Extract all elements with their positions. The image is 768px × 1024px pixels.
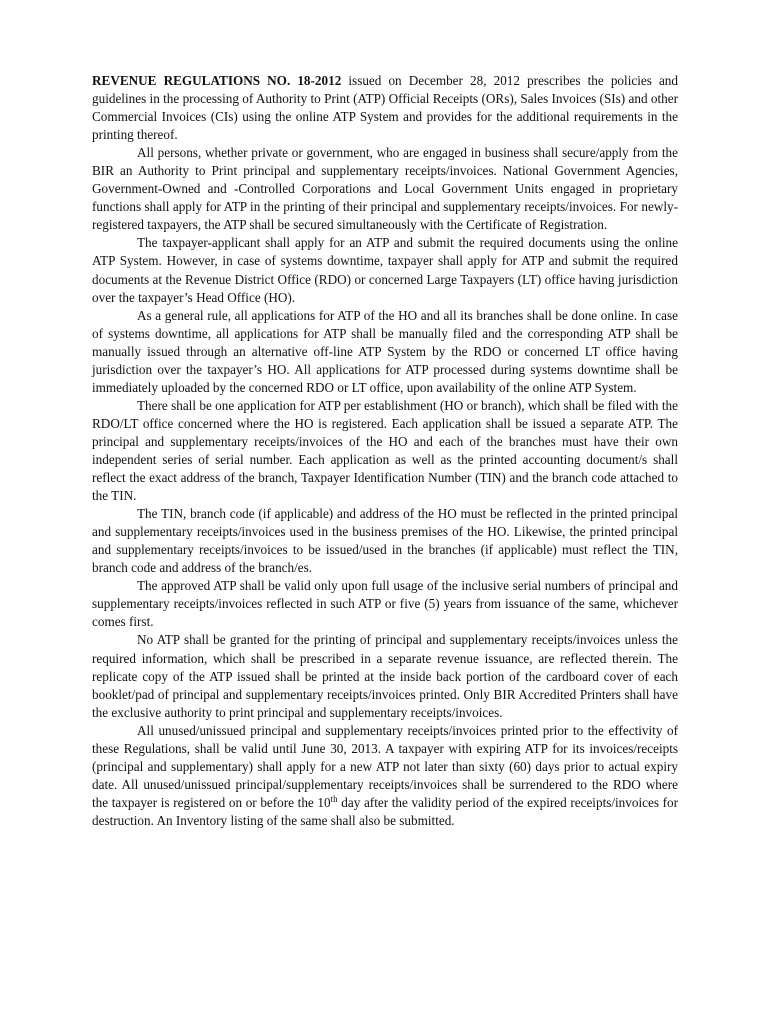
- paragraph-online-application: The taxpayer-applicant shall apply for an ATP and submit the required documents using the online ATP System. However, in case of systems downtime, taxpayer shall apply for ATP and submit the required documents at the Revenue District Office (RDO) or concerned Large Taxpayers (LT) office having jurisdiction over the taxpayer’s Head Office (HO).: [92, 235, 678, 305]
- document-page: [92, 72, 678, 830]
- paragraph-one-application-per-establishment: There shall be one application for ATP per establishment (HO or branch), which shall be filed with the RDO/LT office concerned where the HO is registered. Each application shall be issued a separate ATP. The principal and supplementary receipts/invoices of the HO and each of the branches must have their own independent series of serial number. Each application as well as the printed accounting document/s shall reflect the exact address of the branch, Taxpayer Identification Number (TIN) and the branch code attached to the TIN.: [92, 397, 678, 504]
- intro-paragraph: [92, 72, 678, 144]
- paragraph-required-information: No ATP shall be granted for the printing of principal and supplementary receipts/invoices unless the required information, which shall be prescribed in a separate revenue issuance, are reflected therein. The replicate copy of the ATP issued shall be printed at the inside back portion of the cardboard cover of each booklet/pad of principal and supplementary receipts/invoices printed. Only BIR Accredited Printers shall have the exclusive authority to print principal and supplementary receipts/invoices.: [92, 632, 678, 720]
- regulation-title: REVENUE REGULATIONS NO. 18-2012: [92, 73, 342, 88]
- paragraph-who-shall-apply: All persons, whether private or government, who are engaged in business shall secure/apply from the BIR an Authority to Print principal and supplementary receipts/invoices. National Government Agencies, Government-Owned and -Controlled Corporations and Local Government Units engaged in proprietary functions shall apply for ATP in the printing of their principal and supplementary receipts/invoices. For newly-registered taxpayers, the ATP shall be secured simultaneously with the Certificate of Registration.: [92, 145, 678, 233]
- paragraph-atp-validity: The approved ATP shall be valid only upon full usage of the inclusive serial numbers of principal and supplementary receipts/invoices reflected in such ATP or five (5) years from issuance of the same, whichever comes first.: [92, 578, 678, 630]
- paragraph-tin-branch-code: The TIN, branch code (if applicable) and address of the HO must be reflected in the printed principal and supplementary receipts/invoices used in the business premises of the HO. Likewise, the printed principal and supplementary receipts/invoices to be issued/used in the branches (if applicable) must reflect the TIN, branch code and address of the branch/es.: [92, 506, 678, 576]
- unused-receipts-text-before: All unused/unissued principal and supplementary receipts/invoices printed prior to the effectivity of these Regulations, shall be valid until June 30, 2013. A taxpayer with expiring ATP for its invoices/receipts (principal and supplementary) shall apply for a new ATP not later than sixty (60) days prior to actual expiry date. All unused/unissued principal/supplementary receipts/invoices shall be surrendered to the RDO where the taxpayer is registered on or before the 10: [92, 722, 678, 810]
- unused-receipts-text-after: day after the validity period of the expired receipts/invoices for destruction. An Inventory listing of the same shall also be submitted.: [92, 794, 678, 828]
- paragraph-general-rule: As a general rule, all applications for ATP of the HO and all its branches shall be done online. In case of systems downtime, all applications for ATP shall be manually filed and the corresponding ATP shall be manually issued through an alternative off-line ATP System by the RDO or concerned LT office having jurisdiction over the taxpayer’s HO. All applications for ATP processed during systems downtime shall be immediately uploaded by the concerned RDO or LT office, upon availability of the online ATP System.: [92, 307, 678, 395]
- ordinal-suffix: th: [330, 793, 338, 804]
- paragraph-unused-receipts: [92, 722, 678, 830]
- intro-text: issued on December 28, 2012 prescribes the policies and guidelines in the processing of Authority to Print (ATP) Official Receipts (ORs), Sales Invoices (SIs) and other Commercial Invoices (CIs) using the online ATP System and provides for the additional requirements in the printing thereof.: [92, 73, 678, 143]
